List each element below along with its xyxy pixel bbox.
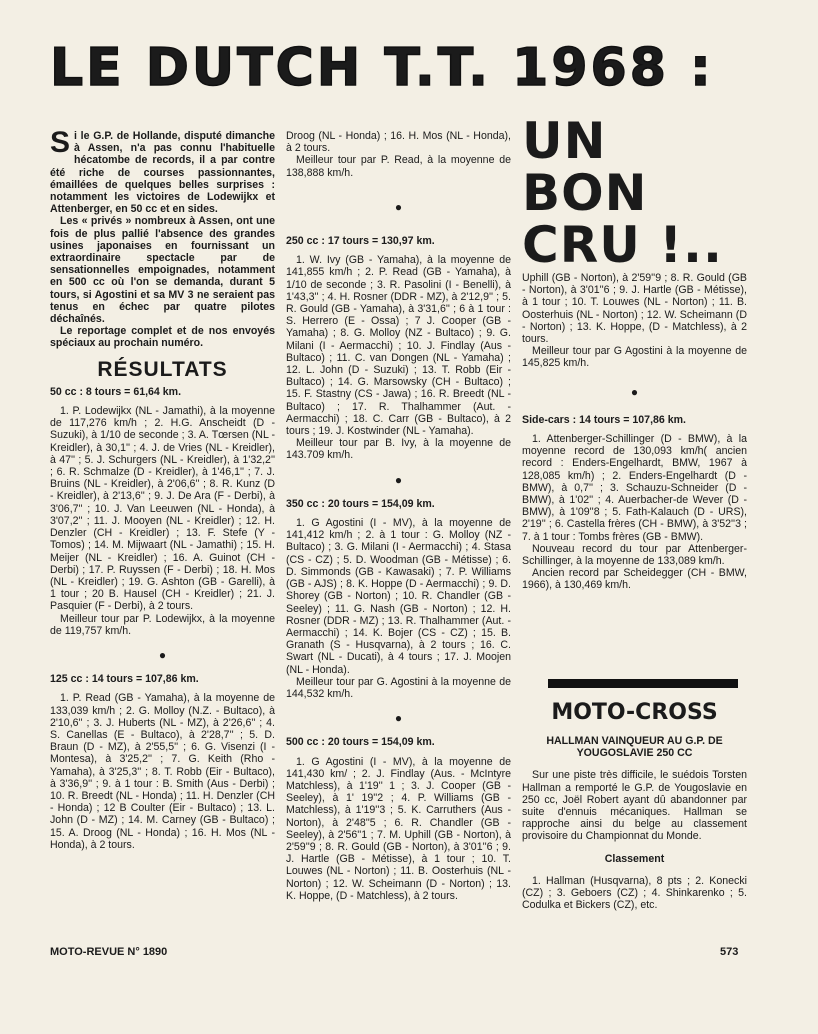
motocross-section bbox=[522, 735, 747, 911]
intro-paragraph-2: Les « privés » nombreux à Assen, ont une fois de plus pallié l'absence des grandes usines japonaises en fournissant un extraordinaire spectacle par de sensationnelles empoignades, notamment en 500 cc où l'on se demanda, durant 5 tours, si Agostini et sa MV 3 ne seraient pas tenus en échec par quatre pilotes déchaînés. bbox=[50, 215, 275, 326]
drop-cap: S bbox=[50, 126, 71, 159]
classement-label: Classement bbox=[604, 852, 665, 865]
race-results-350cc: 1. G Agostini (I - MV), à la moyenne de 141,412 km/h ; 2. à 1 tour : G. Molloy (NZ - Bultaco) ; 3. G. Milani (I - Aermacchi) ; 4. Stasa (CS - CZ) ; 5. D. Woodman (GB - Métisse) ; 6. D. Simmonds (GB - Kawasaki) ; 7. P. Williams (GB - AJS) ; 8. K. Hoppe (D - Aermacchi) ; 9. D. Shorey (GB - Norton) ; 10. R. Chandler (GB - Seeley) ; 11. G. Nash (GB - Norton) ; 12. H. Rosner (DDR - MZ) ; 13. R. Thalhammer (Aut. - Aermacchi) ; 14. K. Bojer (CS - CZ) ; 15. B. Granath (S - Husqvarna), à 2 tours ; 16. C. Swart (NL - Ducati), à 4 tours ; 17. J. Moojen (NL - Honda). bbox=[286, 517, 511, 676]
race-results-50cc: 1. P. Lodewijkx (NL - Jamathi), à la moyenne de 117,276 km/h ; 2. H.G. Anscheidt (D - Suzuki), à 1/10 de seconde ; 3. A. Tœrsen (NL - Kreidler), à 30,1'' ; 4. J. de Vries (NL - Kreidler), à 47'' ; 5. J. Schurgers (NL - Kreidler), à 1'32,2'' ; 6. R. Schmalze (D - Kreidler), à 1'46,1'' ; 7. J. Bruins (NL - Kreidler), à 2'06,6'' ; 8. R. Kunz (D - Kreidler), à 2'13,6'' ; 9. J. De Ara (F - Derbi), à 3'06,7'' ; 10. J. Van Leeuwen (NL - Honda), à 3'07,2'' ; 11. J. Mooyen (NL - Kreidler) ; 12. H. Denzler (CH - Kreidler) ; 13. F. Stefe (Y - Tomos) ; 14. M. Mijwaart (NL - Jamathi) ; 15. H. Meijer (NL - Kreidler) ; 16. A. Guinot (CH - Derbi) ; 17. P. Ruyssen (F - Derbi) ; 18. H. Mos (NL - Kreidler) ; 19. G. Ashton (GB - Garelli), à 1 tour ; 20 B. Hausel (CH - Kreidler) ; 21. J. Pasquier (F - Derbi), à 2 tours. bbox=[50, 405, 275, 613]
old-record-sidecars: Ancien record par Scheidegger (CH - BMW, 1966), à 130,469 km/h. bbox=[522, 567, 747, 592]
separator-bullet: ● bbox=[158, 647, 167, 662]
race-results-500cc: 1. G Agostini (I - MV), à la moyenne de 141,430 km/ ; 2. J. Findlay (Aus. - McIntyre Matchless), à 1'19'' 1 ; 3. J. Cooper (GB - Seeley), à 1' 19''2 ; 4. P. Williams (GB - Matchless), à 1'19''3 ; 5. K. Carruthers (Aus - Norton), à 2'48''5 ; 6. R. Chandler (GB - Seeley), à 2'56''1 ; 7. M. Uphill (GB - Norton), à 2'59''9 ; 8. R. Gould (GB - Norton), à 3'01''6 ; 9. J. Hartle (GB - Métisse), à 1 tour ; 10. T. Louwes (NL - Norton) ; 11. B. Oosterhuis (NL - Norton) ; 12. W. Scheimann (D - Norton) ; 13. K. Hoppe, (D - Matchless), à 2 tours. bbox=[286, 755, 511, 902]
intro-paragraph-3: Le reportage complet et de nos envoyés spéciaux au prochain numéro. bbox=[50, 325, 275, 350]
subtitle bbox=[522, 112, 723, 274]
best-lap-50cc: Meilleur tour par P. Lodewijkx, à la moyenne de 119,757 km/h. bbox=[50, 612, 275, 637]
race-results-125cc: 1. P. Read (GB - Yamaha), à la moyenne de 133,039 km/h ; 2. G. Molloy (N.Z. - Bultaco), à 2'10,6'' ; 3. J. Huberts (NL - MZ), à 2'26,6'' ; 4. S. Canellas (E - Bultaco), à 2'28,7'' ; 5. D. Braun (D - MZ), à 2'55,5'' ; 6. G. Visenzi (I - Montesa), à 3'25,2'' ; 7. G. Keith (Rho - Yamaha), à 3'25,3'' ; 8. T. Robb (Eir - Bultaco), à 3'36,9'' ; 9. à 1 tour : B. Smith (Aus - Derbi) ; 10. R. Breedt (NL - Honda) ; 11. H. Denzler (CH - Honda) ; 12 B Coulter (Eir - Bultaco) ; 13. L. John (D - MZ) ; 14. M. Carney (GB - Bultaco) ; 15. A. Droog (NL - Honda) ; 16. H. Mos (NL - Honda), à 2 tours. bbox=[50, 692, 275, 851]
race-heading-250cc: 250 cc : 17 tours = 130,97 km. bbox=[286, 235, 435, 248]
footer-magazine: MOTO-REVUE N° 1890 bbox=[50, 946, 168, 958]
motocross-title: MOTO-CROSS bbox=[551, 700, 718, 725]
race-heading-50cc: 50 cc : 8 tours = 61,64 km. bbox=[50, 385, 182, 398]
results-title: RÉSULTATS bbox=[97, 357, 228, 381]
headline: LE DUTCH T.T. 1968 : bbox=[50, 38, 714, 98]
section-rule bbox=[548, 679, 738, 688]
race-heading-500cc: 500 cc : 20 tours = 154,09 km. bbox=[286, 736, 435, 749]
best-lap-500cc: Meilleur tour par G Agostini à la moyenne de 145,825 km/h. bbox=[522, 345, 747, 370]
classement-text: 1. Hallman (Husqvarna), 8 pts ; 2. Konecki (CZ) ; 3. Geboers (CZ) ; 4. Shinkarenko ; 5. Codulka et Bickers (CZ), etc. bbox=[522, 874, 747, 912]
race-heading-125cc: 125 cc : 14 tours = 107,86 km. bbox=[50, 673, 199, 686]
race-results-sidecars: 1. Attenberger-Schillinger (D - BMW), à la moyenne record de 130,093 km/h( ancien record : Enders-Engelhardt, BMW, 1967 à 128,085 km/h) ; 2. Enders-Engelhardt (D - BMW), à 0,7'' ; 3. Schauzu-Schneider (D - BMW), à 1'02'' ; 4. Auerbacher-de Wever (D - BMW), à 1'09''8 ; 5. Fath-Kalauch (D - URS), 2'19'' ; 6. Castella frères (CH - BMW), à 3'52''3 ; 7. à 1 tour : Tombs frères (GB - BMW). bbox=[522, 433, 747, 543]
best-lap-350cc: Meilleur tour par G. Agostini à la moyenne de 144,532 km/h. bbox=[286, 675, 511, 700]
best-lap-250cc: Meilleur tour par B. Ivy, à la moyenne de 143.709 km/h. bbox=[286, 437, 511, 462]
lap-record-sidecars: Nouveau record du tour par Attenberger-Schillinger, à la moyenne de 133,089 km/h. bbox=[522, 542, 747, 568]
separator-bullet: ● bbox=[394, 199, 403, 214]
separator-bullet: ● bbox=[394, 711, 403, 726]
race-results-250cc: 1. W. Ivy (GB - Yamaha), à la moyenne de 141,855 km/h ; 2. P. Read (GB - Yamaha), à 1/10 de seconde ; 3. R. Pasolini (I - Benelli), à 1'43,3'' ; 4. H. Rosner (DDR - MZ), à 2'12,9'' ; 5. R. Gould (GB - Yamaha), à 3'31,6'' ; 6 à 1 tour : S. Herrero (E - Ossa) ; 7 J. Cooper (GB - Yamaha) ; 8. G. Molloy (NZ - Bultaco) ; 9. G. Milani (I - Aermacchi) ; 10. J. Findlay (Aus - Bultaco) ; 11. C. van Dongen (NL - Yamaha) ; 12. L. John (D - Suzuki) ; 13. T. Robb (Eir - Bultaco) ; 14. G. Marsowsky (CH - Bultaco) ; 15. F. Stastny (CS - Jawa) ; 16. R. Breedt (NL - Bultaco) ; 17. R. Thalhammer (Aut. - Aermacchi) ; 18. C. Carr (GB - Bultaco), à 2 tours ; 19. J. Kostwinder (NL - Yamaha). bbox=[286, 254, 511, 438]
motocross-heading: HALLMAN VAINQUEUR AU G.P. DE YOUGOSLAVIE 250 CC bbox=[546, 735, 723, 760]
column-2 bbox=[286, 130, 511, 902]
race-results-500cc-cont: Uphill (GB - Norton), à 2'59''9 ; 8. R. Gould (GB - Norton), à 3'01''6 ; 9. J. Hartle (GB - Métisse), à 1 tour ; 10. T. Louwes (NL - Norton) ; 11. B. Oosterhuis (NL - Norton) ; 12. W. Scheimann (D - Norton) ; 13. K. Hoppe, (D - Matchless), à 2 tours. bbox=[522, 272, 747, 346]
subtitle-line-2: BON bbox=[522, 164, 648, 222]
footer-page-number: 573 bbox=[720, 946, 739, 958]
race-heading-sidecars: Side-cars : 14 tours = 107,86 km. bbox=[522, 413, 686, 426]
separator-bullet: ● bbox=[630, 384, 639, 399]
separator-bullet: ● bbox=[394, 472, 403, 487]
column-3 bbox=[522, 272, 747, 592]
race-results-125cc-cont: Droog (NL - Honda) ; 16. H. Mos (NL - Honda), à 2 tours. bbox=[286, 130, 511, 155]
intro-paragraph: Si le G.P. de Hollande, disputé dimanche à Assen, n'a pas connu l'habituelle hécatombe de records, il a par contre été riche de courses passionnantes, émaillées de quelques belles surprises : notamment les victoires de Lodewijkx et Attenberger, en 50 cc et en sides. bbox=[50, 126, 275, 216]
best-lap-125cc: Meilleur tour par P. Read, à la moyenne de 138,888 km/h. bbox=[286, 154, 511, 179]
column-1 bbox=[50, 126, 275, 864]
motocross-text: Sur une piste très difficile, le suédois Torsten Hallman a remporté le G.P. de Yougoslavie en 250 cc, Joël Robert ayant dû abandonner par suite d'ennuis mécaniques. Hallman se rapproche ainsi du belge au classement provisoire du Championnat du Monde. bbox=[522, 769, 747, 843]
subtitle-line-3: CRU !.. bbox=[522, 216, 723, 274]
race-heading-350cc: 350 cc : 20 tours = 154,09 km. bbox=[286, 497, 435, 510]
subtitle-line-1: UN bbox=[522, 112, 607, 170]
